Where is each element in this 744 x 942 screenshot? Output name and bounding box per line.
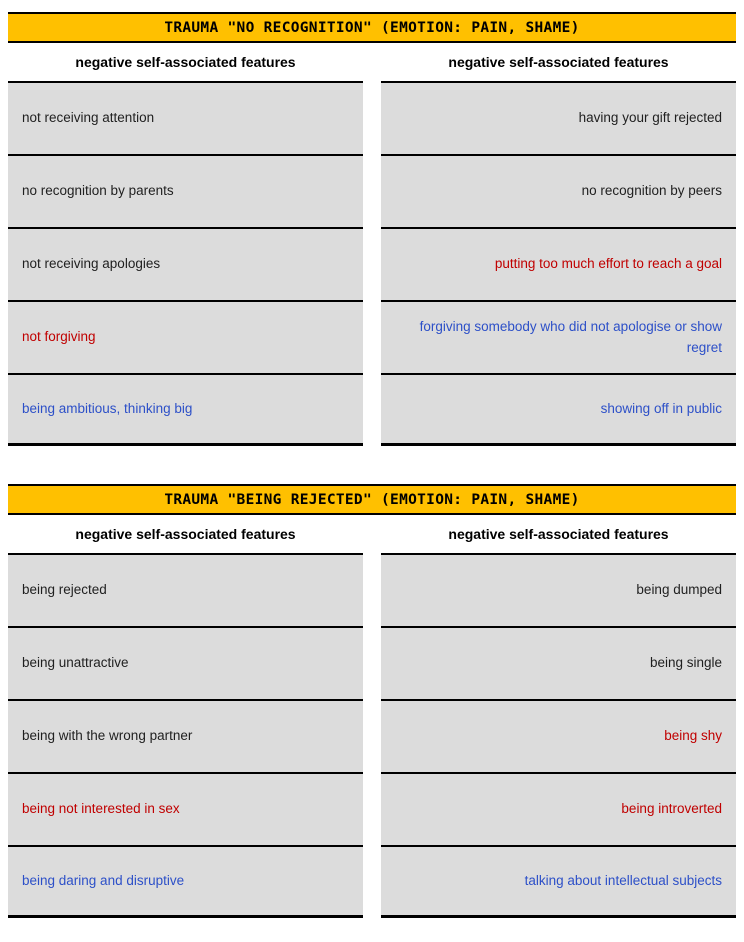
column-headers [8,43,736,81]
table-cell: being rejected [8,553,363,626]
table-cell: forgiving somebody who did not apologise or show regret [381,300,736,373]
table-title: TRAUMA "BEING REJECTED" (EMOTION: PAIN, SHAME) [164,491,580,508]
left-column-header: negative self-associated features [75,54,296,70]
table-cell: not receiving apologies [8,227,363,300]
right-column-header: negative self-associated features [448,526,669,542]
table-cell: being single [381,626,736,699]
table-cell: talking about intellectual subjects [381,845,736,918]
table-cell: not forgiving [8,300,363,373]
right-column [381,81,736,446]
trauma-table-no-recognition [8,12,736,446]
table-cell: putting too much effort to reach a goal [381,227,736,300]
table-cell: being dumped [381,553,736,626]
table-cell: being shy [381,699,736,772]
trauma-table-being-rejected [8,484,736,918]
table-cell: being ambitious, thinking big [8,373,363,446]
table-cell: being with the wrong partner [8,699,363,772]
table-cell: no recognition by parents [8,154,363,227]
right-column-header: negative self-associated features [448,54,669,70]
left-column [8,81,363,446]
right-column [381,553,736,918]
table-cell: being unattractive [8,626,363,699]
table-cell: being daring and disruptive [8,845,363,918]
table-title: TRAUMA "NO RECOGNITION" (EMOTION: PAIN, SHAME) [164,19,580,36]
table-cell: having your gift rejected [381,81,736,154]
table-cell: being introverted [381,772,736,845]
table-cell: no recognition by peers [381,154,736,227]
left-column-header: negative self-associated features [75,526,296,542]
table-cell: showing off in public [381,373,736,446]
table-title-bar [8,484,736,515]
table-cell: being not interested in sex [8,772,363,845]
column-headers [8,515,736,553]
table-body [8,553,736,918]
table-body [8,81,736,446]
table-title-bar [8,12,736,43]
left-column [8,553,363,918]
table-cell: not receiving attention [8,81,363,154]
